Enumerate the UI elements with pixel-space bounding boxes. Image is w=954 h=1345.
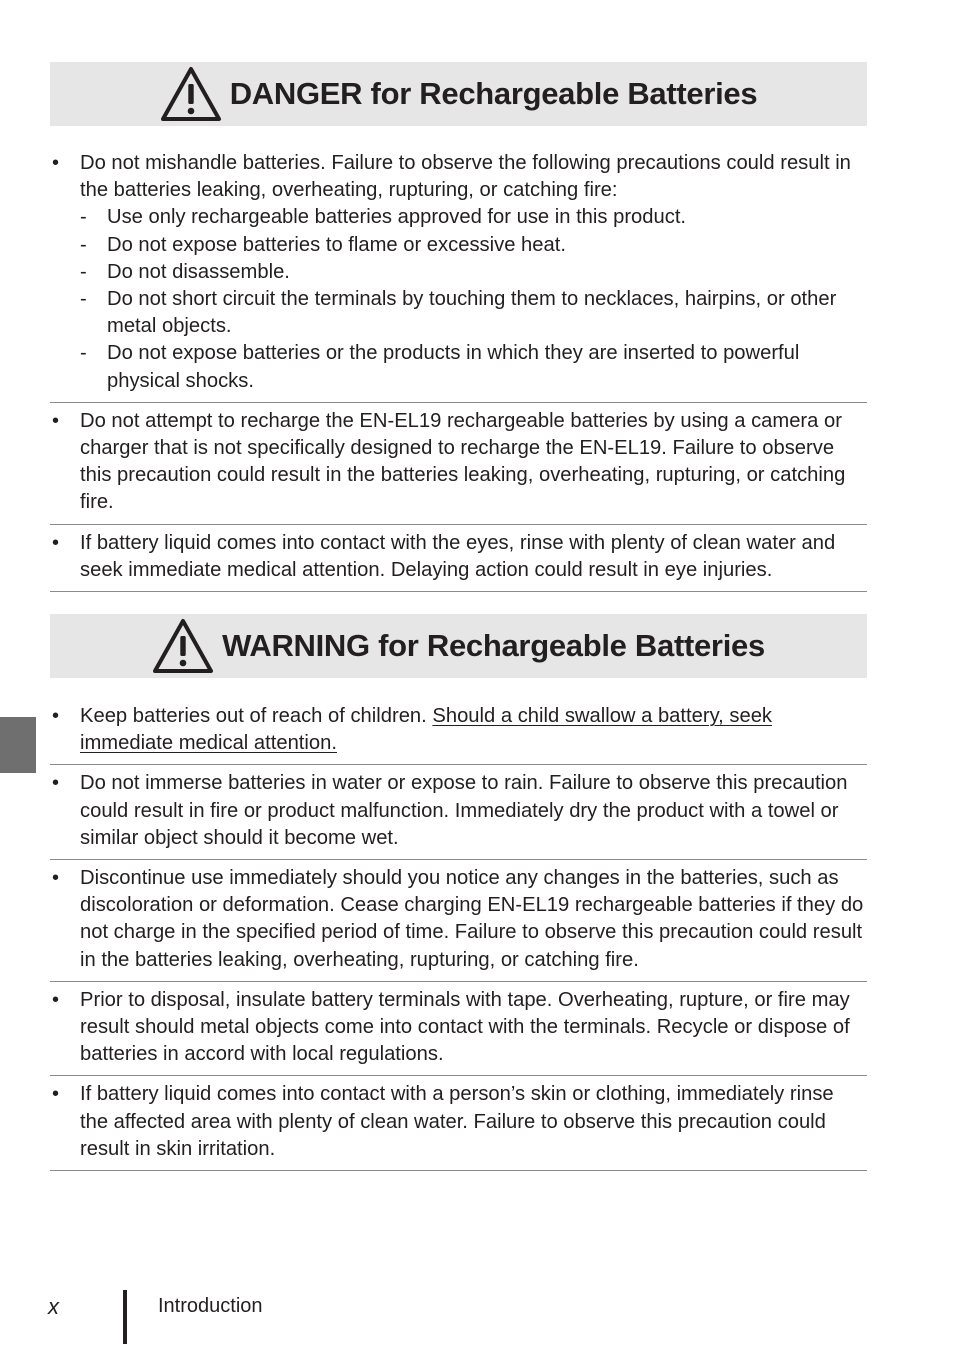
danger-section — [50, 62, 867, 592]
item-text: Discontinue use immediately should you notice any changes in the batteries, such as discoloration or deformation. Cease charging EN-EL19 rechargeable batteries if they do not charge in the specified period of time. Failure to observe this precaution could result in the batteries leaking, overheating, rupturing, or catching fire. — [80, 867, 864, 971]
list-item — [50, 860, 867, 982]
footer-divider — [123, 1290, 127, 1344]
item-text: Keep batteries out of reach of children. Should a child swallow a battery, seek immediate medical attention. — [80, 705, 773, 755]
item-text: Do not attempt to recharge the EN-EL19 rechargeable batteries by using a camera or charger that is not specifically designed to recharge the EN-EL19. Failure to observe this precaution could result in the batteries leaking, overheating, rupturing, or catching fire. — [80, 409, 846, 514]
list-item — [50, 525, 867, 592]
sub-item: - Use only rechargeable batteries approved for use in this product. — [80, 206, 687, 229]
item-text: Prior to disposal, insulate battery terminals with tape. Overheating, rupture, or fire may result should metal objects come into contact with the terminals. Recycle or dispose of batteries in accord with local regulations. — [80, 988, 850, 1066]
underlined-text: Should a child swallow a battery, seek immediate medical attention. — [80, 705, 773, 755]
footer-section-label: Introduction — [158, 1295, 263, 1317]
warning-title: WARNING for Rechargeable Batteries — [222, 628, 765, 663]
warning-triangle-icon — [160, 66, 222, 122]
sub-item: - Do not expose batteries to flame or excessive heat. — [80, 233, 566, 256]
section-tab-marker — [0, 717, 36, 773]
sub-list — [80, 204, 867, 394]
bullet: • — [52, 1083, 60, 1106]
sub-item: - Do not short circuit the terminals by touching them to necklaces, hairpins, or other metal objects. — [80, 288, 837, 338]
list-item — [50, 145, 867, 403]
item-text: Do not immerse batteries in water or expose to rain. Failure to observe this precaution could result in fire or product malfunction. Immediately dry the product with a towel or similar object should it become wet. — [80, 772, 848, 849]
sub-item: - Do not disassemble. — [80, 260, 290, 283]
list-item — [50, 1076, 867, 1171]
warning-section — [50, 614, 867, 1171]
bullet: • — [52, 152, 60, 174]
warning-triangle-icon — [152, 618, 214, 674]
danger-banner — [50, 62, 867, 126]
list-item — [50, 765, 867, 860]
item-text: If battery liquid comes into contact with a person’s skin or clothing, immediately rinse the affected area with plenty of clean water. Failure to observe this precaution could result in skin irritation. — [80, 1083, 834, 1160]
bullet: • — [52, 409, 60, 432]
item-text: If battery liquid comes into contact with the eyes, rinse with plenty of clean water and seek immediate medical attention. Delaying action could result in eye injuries. — [80, 531, 836, 581]
bullet: • — [52, 772, 60, 795]
bullet: • — [52, 531, 60, 554]
danger-title: DANGER for Rechargeable Batteries — [229, 76, 758, 111]
bullet: • — [52, 988, 60, 1011]
list-item — [50, 403, 867, 525]
bullet: • — [52, 867, 60, 890]
item-text: Do not mishandle batteries. Failure to observe the following precautions could result in the batteries leaking, overheating, rupturing, or catching fire: — [80, 152, 851, 202]
warning-banner — [50, 614, 867, 678]
list-item — [50, 698, 867, 765]
bullet: • — [52, 705, 60, 727]
sub-item: - Do not expose batteries or the products in which they are inserted to powerful physical shocks. — [80, 342, 800, 392]
page-number: x — [48, 1294, 59, 1319]
list-item — [50, 982, 867, 1077]
